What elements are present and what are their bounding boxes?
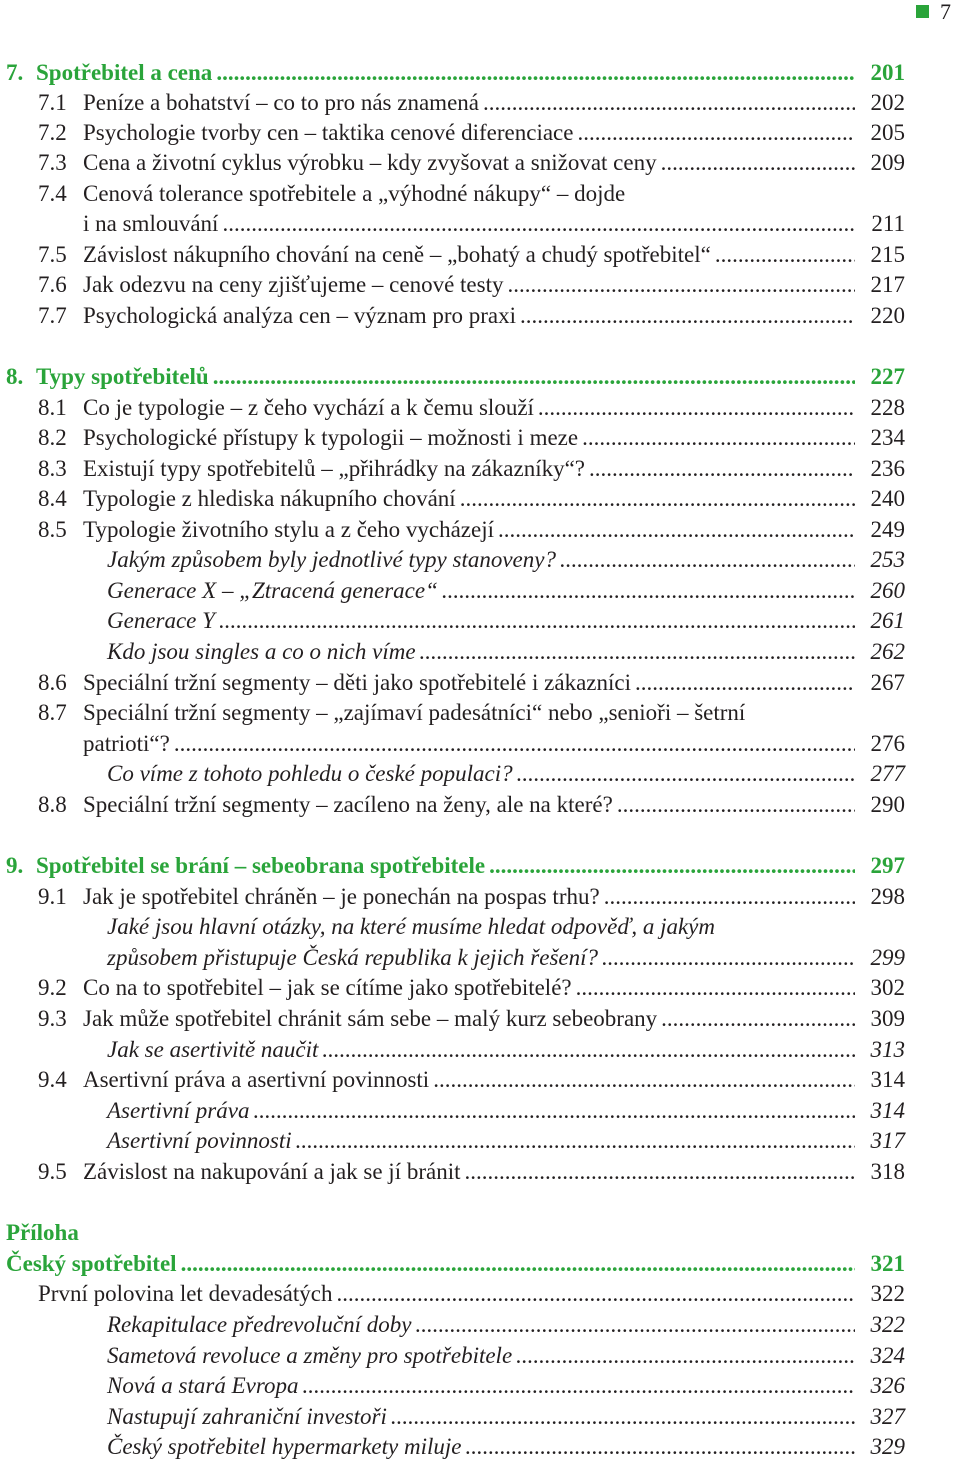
toc-entry bbox=[83, 423, 905, 453]
toc-leader-dots bbox=[181, 1249, 855, 1279]
toc-entry-page: 236 bbox=[870, 456, 905, 481]
toc-entry-title: Asertivní práva a asertivní povinnosti bbox=[83, 1067, 430, 1092]
toc-entry-title: Co na to spotřebitel – jak se cítíme jako spotřebitelé? bbox=[83, 975, 572, 1000]
toc-entry bbox=[83, 790, 905, 820]
toc-leader-dots bbox=[661, 1004, 855, 1034]
toc-entry-page: 261 bbox=[870, 608, 905, 633]
toc-entry bbox=[83, 88, 905, 118]
toc-entry bbox=[83, 515, 905, 545]
toc-entry-page: 317 bbox=[870, 1128, 905, 1153]
toc-leader-dots bbox=[661, 148, 855, 178]
toc-entry-title: Závislost na nakupování a jak se jí bránit bbox=[83, 1159, 461, 1184]
toc-entry bbox=[6, 1249, 905, 1279]
toc-leader-dots bbox=[302, 1371, 855, 1401]
toc-entry-number: 9.1 bbox=[38, 884, 67, 909]
toc-entry-title: Jak odezvu na ceny zjišťujeme – cenové testy bbox=[83, 272, 504, 297]
toc-entry bbox=[83, 729, 905, 759]
toc-leader-dots bbox=[322, 1035, 855, 1065]
toc-entry-number: 8.8 bbox=[38, 792, 67, 817]
toc-leader-dots bbox=[174, 729, 855, 759]
toc-entry-page: 329 bbox=[870, 1434, 905, 1459]
toc-entry-page: 249 bbox=[870, 517, 905, 542]
toc-entry-title: Asertivní práva bbox=[107, 1098, 250, 1123]
toc-entry-page: 322 bbox=[870, 1281, 905, 1306]
toc-entry bbox=[36, 851, 905, 881]
toc-entry bbox=[107, 1341, 905, 1371]
toc-entry-page: 202 bbox=[870, 90, 905, 115]
toc-entry-page: 290 bbox=[870, 792, 905, 817]
toc-leader-dots bbox=[560, 545, 855, 575]
toc-entry-page: 324 bbox=[870, 1343, 905, 1368]
toc-entry bbox=[107, 1402, 905, 1432]
toc-entry-title: způsobem přistupuje Česká republika k jejich řešení? bbox=[107, 945, 599, 970]
toc-leader-dots bbox=[216, 58, 855, 88]
toc-entry bbox=[83, 179, 625, 209]
toc-entry bbox=[83, 484, 905, 514]
toc-leader-dots bbox=[213, 362, 855, 392]
toc-leader-dots bbox=[489, 851, 855, 881]
toc-leader-dots bbox=[715, 240, 855, 270]
toc-leader-dots bbox=[433, 1065, 855, 1095]
toc-entry-title: Speciální tržní segmenty – zacíleno na ženy, ale na které? bbox=[83, 792, 613, 817]
toc-entry-page: 209 bbox=[870, 150, 905, 175]
toc-entry-number: 8.4 bbox=[38, 486, 67, 511]
toc-entry-number: 8.3 bbox=[38, 456, 67, 481]
page-number: 7 bbox=[940, 0, 951, 24]
toc-leader-dots bbox=[483, 88, 855, 118]
toc-entry-number: 9. bbox=[6, 853, 24, 878]
toc-leader-dots bbox=[253, 1096, 855, 1126]
toc-entry-title: Asertivní povinnosti bbox=[107, 1128, 292, 1153]
toc-entry-page: 217 bbox=[870, 272, 905, 297]
toc-entry bbox=[107, 1126, 905, 1156]
toc-entry-page: 298 bbox=[870, 884, 905, 909]
toc-entry-title: Typologie životního stylu a z čeho vycházejí bbox=[83, 517, 494, 542]
toc-leader-dots bbox=[577, 118, 855, 148]
toc-entry-title: Spotřebitel se brání – sebeobrana spotřebitele bbox=[36, 853, 486, 878]
toc-entry-title: Generace X – „Ztracená generace“ bbox=[107, 578, 438, 603]
toc-entry bbox=[83, 301, 905, 331]
toc-entry-title: Spotřebitel a cena bbox=[36, 60, 213, 85]
toc-entry-title: Sametová revoluce a změny pro spotřebitele bbox=[107, 1343, 513, 1368]
toc-entry bbox=[107, 576, 905, 606]
toc-leader-dots bbox=[538, 393, 855, 423]
toc-entry bbox=[83, 668, 905, 698]
toc-entry-page: 277 bbox=[870, 761, 905, 786]
toc-entry-page: 228 bbox=[870, 395, 905, 420]
toc-leader-dots bbox=[602, 943, 855, 973]
toc-entry-title: Jaké jsou hlavní otázky, na které musíme hledat odpověď, a jakým bbox=[107, 914, 715, 939]
toc-entry-page: 201 bbox=[870, 60, 905, 85]
toc-entry-title: Speciální tržní segmenty – „zajímaví padesátníci“ nebo „senioři – šetrní bbox=[83, 700, 746, 725]
toc-entry bbox=[6, 1218, 79, 1248]
toc-entry-page: 302 bbox=[870, 975, 905, 1000]
toc-entry bbox=[83, 1004, 905, 1034]
toc-entry-number: 9.4 bbox=[38, 1067, 67, 1092]
toc-entry bbox=[107, 606, 905, 636]
toc-leader-dots bbox=[576, 973, 855, 1003]
toc-leader-dots bbox=[604, 882, 855, 912]
toc-entry-title: Příloha bbox=[6, 1220, 79, 1245]
toc-entry-page: 205 bbox=[870, 120, 905, 145]
toc-entry-number: 8.2 bbox=[38, 425, 67, 450]
toc-entry-title: Typy spotřebitelů bbox=[36, 364, 209, 389]
toc-entry-title: Český spotřebitel bbox=[6, 1251, 177, 1276]
toc-entry-page: 321 bbox=[870, 1251, 905, 1276]
toc-entry bbox=[83, 393, 905, 423]
toc-entry-page: 314 bbox=[870, 1098, 905, 1123]
toc-leader-dots bbox=[442, 576, 855, 606]
toc-entry-number: 7.2 bbox=[38, 120, 67, 145]
toc-entry bbox=[83, 148, 905, 178]
toc-entry-page: 322 bbox=[870, 1312, 905, 1337]
toc-entry bbox=[83, 454, 905, 484]
toc-entry-title: Generace Y bbox=[107, 608, 215, 633]
toc-entry-page: 309 bbox=[870, 1006, 905, 1031]
toc-entry bbox=[107, 545, 905, 575]
toc-entry bbox=[83, 1065, 905, 1095]
toc-entry-title: Co je typologie – z čeho vychází a k čemu slouží bbox=[83, 395, 534, 420]
toc-leader-dots bbox=[617, 790, 855, 820]
toc-entry-title: Cena a životní cyklus výrobku – kdy zvyšovat a snižovat ceny bbox=[83, 150, 657, 175]
toc-entry-title: Nastupují zahraniční investoři bbox=[107, 1404, 387, 1429]
toc-leader-dots bbox=[219, 606, 855, 636]
toc-entry-number: 8.6 bbox=[38, 670, 67, 695]
toc-entry-page: 297 bbox=[870, 853, 905, 878]
toc-entry-number: 9.3 bbox=[38, 1006, 67, 1031]
toc-entry-number: 7.7 bbox=[38, 303, 67, 328]
toc-entry-title: Cenová tolerance spotřebitele a „výhodné nákupy“ – dojde bbox=[83, 181, 626, 206]
toc-entry bbox=[83, 1157, 905, 1187]
toc-entry bbox=[83, 882, 905, 912]
toc-leader-dots bbox=[516, 1341, 855, 1371]
toc-entry bbox=[36, 362, 905, 392]
page-marker-square bbox=[916, 5, 929, 18]
toc-entry-page: 313 bbox=[870, 1037, 905, 1062]
toc-entry-title: Závislost nákupního chování na ceně – „bohatý a chudý spotřebitel“ bbox=[83, 242, 711, 267]
toc-entry-number: 9.2 bbox=[38, 975, 67, 1000]
toc-entry bbox=[83, 118, 905, 148]
toc-entry-title: Speciální tržní segmenty – děti jako spotřebitelé i zákazníci bbox=[83, 670, 631, 695]
toc-entry-number: 8. bbox=[6, 364, 24, 389]
toc-entry bbox=[83, 240, 905, 270]
toc-entry-title: Peníze a bohatství – co to pro nás znamená bbox=[83, 90, 479, 115]
toc-entry bbox=[83, 973, 905, 1003]
toc-entry-title: Rekapitulace předrevoluční doby bbox=[107, 1312, 412, 1337]
toc-entry-title: i na smlouvání bbox=[83, 211, 219, 236]
toc-entry-number: 7.3 bbox=[38, 150, 67, 175]
toc-entry bbox=[38, 1279, 905, 1309]
toc-entry-title: Psychologie tvorby cen – taktika cenové diferenciace bbox=[83, 120, 574, 145]
toc-entry-title: Nová a stará Evropa bbox=[107, 1373, 299, 1398]
toc-leader-dots bbox=[391, 1402, 855, 1432]
toc-entry-title: patrioti“? bbox=[83, 731, 170, 756]
toc-entry-page: 267 bbox=[870, 670, 905, 695]
toc-entry-number: 9.5 bbox=[38, 1159, 67, 1184]
toc-entry-number: 7.6 bbox=[38, 272, 67, 297]
toc-entry-title: Jak je spotřebitel chráněn – je ponechán na pospas trhu? bbox=[83, 884, 600, 909]
toc-entry-title: Co víme z tohoto pohledu o české populaci? bbox=[107, 761, 513, 786]
toc-entry-number: 7.4 bbox=[38, 181, 67, 206]
toc-entry bbox=[36, 58, 905, 88]
toc-entry bbox=[83, 209, 905, 239]
toc-entry bbox=[83, 270, 905, 300]
toc-leader-dots bbox=[520, 301, 855, 331]
toc-entry-title: Psychologické přístupy k typologii – možnosti i meze bbox=[83, 425, 579, 450]
toc-entry bbox=[107, 637, 905, 667]
toc-leader-dots bbox=[507, 270, 855, 300]
toc-entry bbox=[107, 759, 905, 789]
toc-entry-number: 7.1 bbox=[38, 90, 67, 115]
toc-entry-title: První polovina let devadesátých bbox=[38, 1281, 333, 1306]
toc-entry-page: 234 bbox=[870, 425, 905, 450]
toc-entry-title: Typologie z hlediska nákupního chování bbox=[83, 486, 456, 511]
toc-entry-title: Český spotřebitel hypermarkety miluje bbox=[107, 1434, 462, 1459]
toc-entry-number: 7. bbox=[6, 60, 24, 85]
toc-entry-page: 327 bbox=[870, 1404, 905, 1429]
toc-leader-dots bbox=[460, 484, 855, 514]
toc-leader-dots bbox=[296, 1126, 855, 1156]
toc-entry-number: 8.1 bbox=[38, 395, 67, 420]
toc-leader-dots bbox=[635, 668, 855, 698]
toc-entry-page: 211 bbox=[871, 211, 905, 236]
toc-entry-number: 8.7 bbox=[38, 700, 67, 725]
toc-leader-dots bbox=[465, 1432, 855, 1462]
toc-entry bbox=[107, 1371, 905, 1401]
toc-entry-page: 276 bbox=[870, 731, 905, 756]
toc-entry-title: Jakým způsobem byly jednotlivé typy stanoveny? bbox=[107, 547, 556, 572]
toc-leader-dots bbox=[222, 209, 855, 239]
toc-leader-dots bbox=[582, 423, 855, 453]
toc-entry bbox=[107, 912, 715, 942]
toc-entry-title: Psychologická analýza cen – význam pro praxi bbox=[83, 303, 517, 328]
toc-entry-page: 215 bbox=[870, 242, 905, 267]
toc-entry-page: 262 bbox=[870, 639, 905, 664]
toc-entry-page: 318 bbox=[870, 1159, 905, 1184]
toc-entry-page: 227 bbox=[870, 364, 905, 389]
toc-entry-page: 240 bbox=[870, 486, 905, 511]
toc-leader-dots bbox=[336, 1279, 855, 1309]
toc-entry-page: 299 bbox=[870, 945, 905, 970]
toc-entry-title: Jak může spotřebitel chránit sám sebe – malý kurz sebeobrany bbox=[83, 1006, 658, 1031]
toc-entry-page: 260 bbox=[870, 578, 905, 603]
toc-entry-page: 314 bbox=[870, 1067, 905, 1092]
toc-entry-title: Kdo jsou singles a co o nich víme bbox=[107, 639, 416, 664]
toc-entry bbox=[107, 1035, 905, 1065]
toc-leader-dots bbox=[589, 454, 855, 484]
toc-entry bbox=[107, 1310, 905, 1340]
toc-leader-dots bbox=[517, 759, 855, 789]
toc-entry bbox=[107, 1096, 905, 1126]
toc-entry-number: 8.5 bbox=[38, 517, 67, 542]
toc-leader-dots bbox=[498, 515, 855, 545]
toc-leader-dots bbox=[465, 1157, 856, 1187]
toc-entry-page: 253 bbox=[870, 547, 905, 572]
toc-entry-title: Existují typy spotřebitelů – „přihrádky na zákazníky“? bbox=[83, 456, 586, 481]
toc-leader-dots bbox=[415, 1310, 855, 1340]
toc-entry bbox=[107, 943, 905, 973]
toc-entry bbox=[83, 698, 745, 728]
toc-entry bbox=[107, 1432, 905, 1462]
toc-entry-title: Jak se asertivitě naučit bbox=[107, 1037, 319, 1062]
toc-entry-number: 7.5 bbox=[38, 242, 67, 267]
toc-entry-page: 220 bbox=[870, 303, 905, 328]
toc-entry-page: 326 bbox=[870, 1373, 905, 1398]
toc-leader-dots bbox=[420, 637, 855, 667]
